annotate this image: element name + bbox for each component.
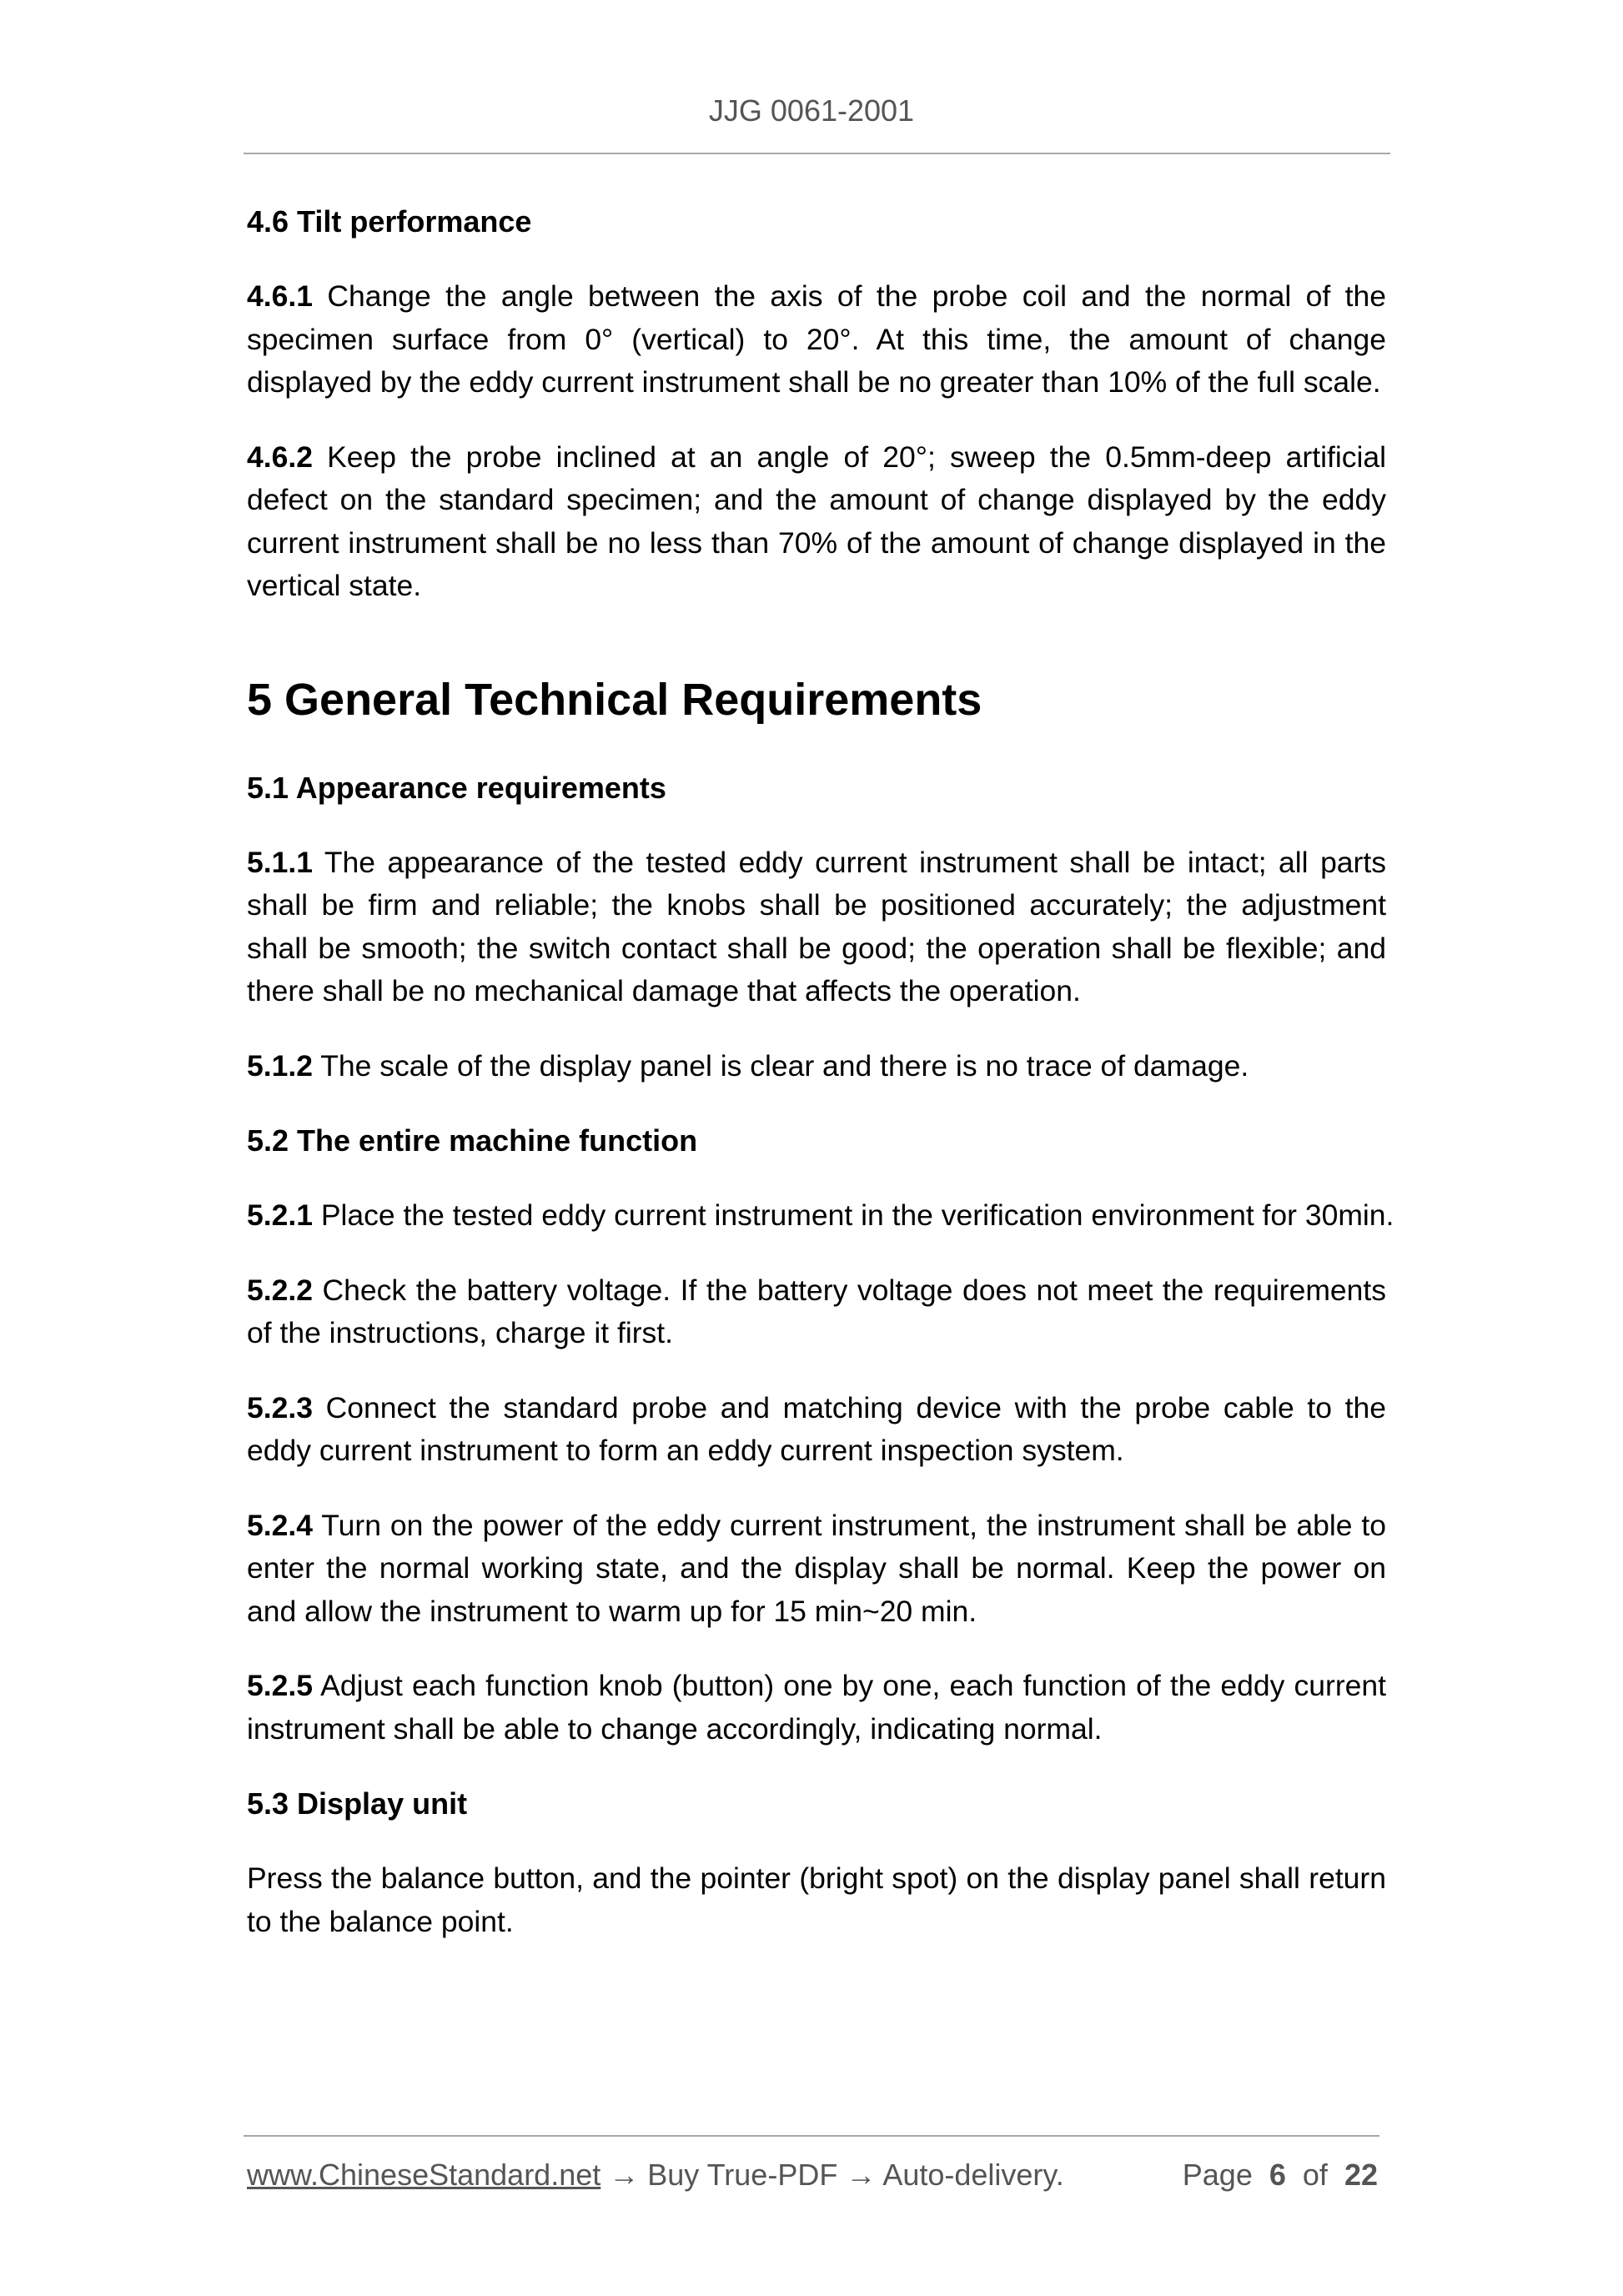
section-heading-4-6: 4.6 Tilt performance [247, 204, 532, 239]
of-word: of [1302, 2158, 1328, 2192]
clause-number: 5.2.3 [247, 1390, 313, 1424]
clause-5-2-3 [247, 1387, 1386, 1473]
clause-text: Check the battery voltage. If the battery voltage does not meet the requirements of the instructions, charge it first. [247, 1273, 1386, 1349]
clause-number: 5.1.2 [247, 1048, 313, 1083]
clause-number: 4.6.1 [247, 279, 313, 313]
footer-promo-text: → Buy True-PDF → Auto-delivery. [600, 2158, 1064, 2192]
clause-text: The scale of the display panel is clear and there is no trace of damage. [320, 1048, 1249, 1083]
clause-number: 5.2.5 [247, 1669, 313, 1702]
clause-4-6-2 [247, 436, 1386, 608]
clause-text: Turn on the power of the eddy current instrument, the instrument shall be able to enter the normal working state, and the display shall be normal. Keep the power on and allow the instrument to warm up for 15 min~20 min. [247, 1508, 1386, 1628]
section-heading-5-3: 5.3 Display unit [247, 1786, 468, 1821]
clause-number: 5.2.2 [247, 1273, 313, 1307]
section-heading-5-1: 5.1 Appearance requirements [247, 770, 666, 805]
clause-5-2-1 [247, 1194, 1394, 1238]
document-body [247, 200, 1394, 1975]
clause-4-6-1 [247, 275, 1386, 404]
page-word: Page [1182, 2158, 1253, 2192]
clause-number: 5.2.4 [247, 1508, 313, 1542]
clause-text: Keep the probe inclined at an angle of 20°; sweep the 0.5mm-deep artificial defect on the standard specimen; and the amount of change displayed by the eddy current instrument shall be no less than 70% of the amount of change displayed in the vertical state. [247, 440, 1386, 602]
clause-5-2-2 [247, 1269, 1386, 1355]
chapter-heading-5: 5 General Technical Requirements [247, 674, 982, 725]
clause-number: 5.1.1 [247, 845, 313, 879]
clause-number: 4.6.2 [247, 440, 313, 474]
clause-text: Place the tested eddy current instrument in the verification environment for 30min. [320, 1198, 1394, 1232]
footer-promo [247, 2158, 1064, 2193]
clause-text: Press the balance button, and the pointer (bright spot) on the display panel shall return to the balance point. [247, 1861, 1386, 1938]
page-header: JJG 0061-2001 [708, 93, 915, 128]
total-pages-number: 22 [1344, 2158, 1378, 2192]
clause-5-1-1 [247, 842, 1386, 1013]
clause-5-3-text [247, 1857, 1386, 1943]
clause-text: Connect the standard probe and matching device with the probe cable to the eddy current instrument to form an eddy current inspection system. [247, 1390, 1386, 1467]
clause-text: Change the angle between the axis of the probe coil and the normal of the specimen surface from 0° (vertical) to 20°. At this time, the amount of change displayed by the eddy current instrument shall be no greater than 10% of the full scale. [247, 279, 1386, 399]
website-link[interactable]: www.ChineseStandard.net [247, 2158, 601, 2192]
current-page-number: 6 [1269, 2158, 1286, 2192]
page-indicator [1183, 2158, 1378, 2193]
header-divider [244, 153, 1390, 154]
section-heading-5-2: 5.2 The entire machine function [247, 1123, 698, 1158]
footer-divider [244, 2135, 1379, 2137]
clause-5-2-5 [247, 1665, 1386, 1751]
clause-5-1-2 [247, 1045, 1386, 1088]
clause-text: The appearance of the tested eddy current instrument shall be intact; all parts shall be firm and reliable; the knobs shall be positioned accurately; the adjustment shall be smooth; the switch contact shall be good; the operation shall be flexible; and there shall be no mechanical damage that affects the operation. [247, 845, 1386, 1007]
clause-text: Adjust each function knob (button) one by one, each function of the eddy current instrument shall be able to change accordingly, indicating normal. [247, 1669, 1386, 1746]
clause-5-2-4 [247, 1505, 1386, 1634]
clause-number: 5.2.1 [247, 1198, 313, 1232]
